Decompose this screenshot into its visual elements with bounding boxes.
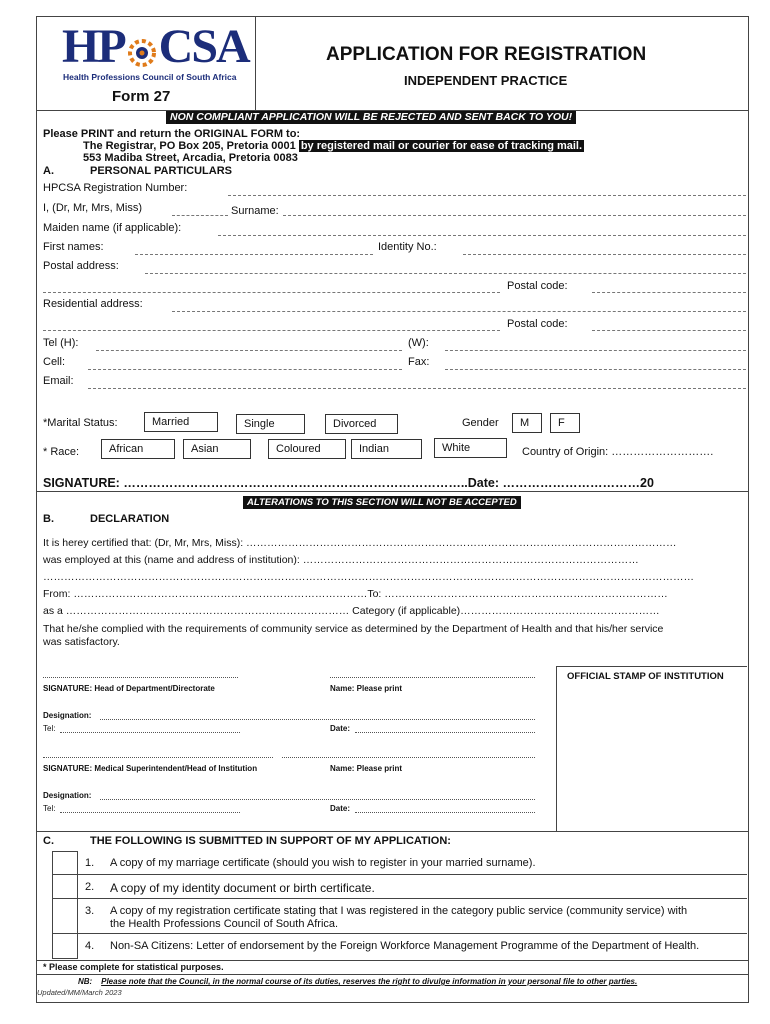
postal-address-field-1[interactable]	[145, 273, 746, 274]
head-name-label: Name: Please print	[330, 684, 403, 693]
first-names-field[interactable]	[135, 254, 373, 255]
statistical-note: * Please complete for statistical purposes.	[43, 962, 224, 972]
title-field[interactable]	[172, 215, 228, 216]
return-line-2	[83, 140, 584, 152]
tel-home-label: Tel (H):	[43, 337, 79, 349]
fax-field[interactable]	[445, 369, 746, 370]
race-option-coloured[interactable]: Coloured	[268, 439, 346, 459]
declaration-line-5: as a ……………………………………………………………………… Category (if applicable)…………………………………………………	[43, 605, 660, 617]
marital-option-single[interactable]: Single	[236, 414, 305, 434]
title-label: I, (Dr, Mr, Mrs, Miss)	[43, 202, 142, 214]
email-field[interactable]	[88, 388, 746, 389]
return-line-1: Please PRINT and return the ORIGINAL FORM to:	[43, 128, 301, 140]
mail-highlight: by registered mail or courier for ease of tracking mail.	[300, 140, 583, 152]
residential-address-field-2[interactable]	[43, 330, 500, 331]
signature-line: SIGNATURE: ………………………………………………………………………..Date: ……………………………20	[43, 476, 654, 490]
superintendent-date-label: Date:	[330, 804, 351, 813]
marital-option-married[interactable]: Married	[144, 412, 218, 432]
maiden-label: Maiden name (if applicable):	[43, 222, 182, 234]
page-title: APPLICATION FOR REGISTRATION	[326, 44, 647, 65]
support-checkbox-3[interactable]	[53, 899, 76, 933]
declaration-line-3: ……………………………………………………………………………………………………………………………………………………………………	[43, 571, 694, 583]
tel-work-field[interactable]	[445, 350, 746, 351]
support-checkbox-2[interactable]	[53, 875, 76, 898]
residential-postal-code-field[interactable]	[592, 330, 746, 331]
gender-option-male[interactable]: M	[512, 413, 542, 433]
fax-label: Fax:	[408, 356, 430, 368]
logo-letters-left: HP	[62, 20, 125, 73]
race-label: * Race:	[43, 446, 80, 458]
race-option-asian[interactable]: Asian	[183, 439, 251, 459]
return-line-3: 553 Madiba Street, Arcadia, Pretoria 0083	[83, 152, 298, 164]
official-stamp-box	[556, 666, 747, 832]
compliance-statement-2: was satisfactory.	[43, 636, 120, 648]
race-option-indian[interactable]: Indian	[351, 439, 422, 459]
race-option-african[interactable]: African	[101, 439, 175, 459]
first-names-label: First names:	[43, 241, 104, 253]
race-option-white[interactable]: White	[434, 438, 507, 458]
section-b-letter: B.	[43, 513, 54, 525]
support-item-4-text: Non-SA Citizens: Letter of endorsement by the Foreign Workforce Management Programme of the Department of Health.	[110, 940, 700, 952]
footer-line	[36, 974, 748, 975]
head-date-field[interactable]	[355, 732, 535, 733]
row-line-1	[77, 874, 747, 875]
gender-label: Gender	[462, 417, 499, 429]
superintendent-designation-label: Designation:	[43, 791, 92, 800]
cell-label: Cell:	[43, 356, 66, 368]
reg-number-field[interactable]	[228, 195, 746, 196]
identity-label: Identity No.:	[378, 241, 437, 253]
row-line-2	[77, 898, 747, 899]
support-checkbox-4[interactable]	[53, 934, 76, 956]
header-divider	[255, 16, 256, 110]
cell-field[interactable]	[88, 369, 402, 370]
superintendent-designation-field[interactable]	[100, 799, 535, 800]
surname-label: Surname:	[231, 205, 279, 217]
maiden-field[interactable]	[218, 235, 746, 236]
section-a-bottom-line	[36, 491, 748, 492]
country-of-origin-label: Country of Origin: ……………………….	[522, 446, 714, 458]
page-subtitle: INDEPENDENT PRACTICE	[404, 73, 568, 88]
head-signature-field[interactable]	[43, 677, 238, 678]
marital-option-divorced[interactable]: Divorced	[325, 414, 398, 434]
declaration-line-4: From: …………………………………………………………………………To: ………………………………………………………………………	[43, 588, 668, 600]
logo-subtitle: Health Professions Council of South Africa	[63, 72, 237, 82]
support-item-4-num: 4.	[85, 940, 95, 952]
superintendent-signature-field[interactable]	[43, 757, 273, 758]
section-b-title: DECLARATION	[90, 513, 170, 525]
identity-field[interactable]	[463, 254, 746, 255]
stamp-label: OFFICIAL STAMP OF INSTITUTION	[567, 671, 724, 682]
compliance-statement: That he/she complied with the requirements of community service as determined by the Department of Health and that his/her service	[43, 623, 664, 635]
gender-option-female[interactable]: F	[550, 413, 580, 433]
reg-number-label: HPCSA Registration Number:	[43, 182, 188, 194]
postal-code-label: Postal code:	[507, 280, 568, 292]
tel-home-field[interactable]	[96, 350, 402, 351]
head-tel-label: Tel:	[43, 724, 56, 733]
support-item-1-text: A copy of my marriage certificate (should you wish to register in your married surname).	[110, 857, 536, 869]
section-a-letter: A.	[43, 165, 54, 177]
residential-postal-code-label: Postal code:	[507, 318, 568, 330]
head-date-label: Date:	[330, 724, 351, 733]
residential-address-label: Residential address:	[43, 298, 143, 310]
superintendent-name-label: Name: Please print	[330, 764, 403, 773]
email-label: Email:	[43, 375, 74, 387]
updated-date: Updated/MM/March 2023	[37, 988, 122, 997]
superintendent-signature-label: SIGNATURE: Medical Superintendent/Head of Institution	[43, 764, 258, 773]
postal-code-field[interactable]	[592, 292, 746, 293]
nb-text: Please note that the Council, in the normal course of its duties, reserves the right to divulge information in your personal file to other parties.	[101, 977, 638, 986]
marital-status-label: *Marital Status:	[43, 417, 118, 429]
support-item-3-num: 3.	[85, 905, 95, 917]
head-designation-field[interactable]	[100, 719, 535, 720]
head-tel-field[interactable]	[60, 732, 240, 733]
superintendent-name-field[interactable]	[282, 757, 535, 758]
declaration-line-1: It is herey certified that: (Dr, Mr, Mrs, Miss): ……………………………………………………………………………………………………………	[43, 537, 677, 549]
postal-address-field-2[interactable]	[43, 292, 500, 293]
noncompliance-warning: NON COMPLIANT APPLICATION WILL BE REJECTED AND SENT BACK TO YOU!	[166, 111, 576, 124]
support-item-2-text: A copy of my identity document or birth certificate.	[110, 881, 375, 895]
tel-work-label: (W):	[408, 337, 429, 349]
section-c-title: THE FOLLOWING IS SUBMITTED IN SUPPORT OF MY APPLICATION:	[90, 835, 451, 847]
head-signature-label: SIGNATURE: Head of Department/Directorate	[43, 684, 215, 693]
residential-address-field-1[interactable]	[172, 311, 746, 312]
form-number: Form 27	[112, 88, 171, 105]
nb-note	[78, 977, 637, 986]
section-c-bottom-line	[36, 960, 748, 961]
section-a-title: PERSONAL PARTICULARS	[90, 165, 232, 177]
support-item-1-num: 1.	[85, 857, 95, 869]
superintendent-date-field[interactable]	[355, 812, 535, 813]
nb-label: NB:	[78, 977, 93, 986]
support-checkbox-1[interactable]	[53, 852, 76, 874]
support-item-2-num: 2.	[85, 881, 95, 893]
superintendent-tel-label: Tel:	[43, 804, 56, 813]
postal-address-label: Postal address:	[43, 260, 119, 272]
row-line-3	[77, 933, 747, 934]
support-item-3-text: A copy of my registration certificate stating that I was registered in the category public service (community service) with	[110, 905, 688, 917]
surname-field[interactable]	[283, 215, 746, 216]
superintendent-tel-field[interactable]	[60, 812, 240, 813]
head-designation-label: Designation:	[43, 711, 92, 720]
section-c-letter: C.	[43, 835, 54, 847]
logo-letters-right: CSA	[158, 20, 249, 73]
logo-star-icon	[125, 30, 159, 64]
registrar-address: The Registrar, PO Box 205, Pretoria 0001	[83, 140, 296, 152]
support-item-3-text-2: the Health Professions Council of South Africa.	[110, 918, 339, 930]
head-name-field[interactable]	[330, 677, 535, 678]
declaration-line-2: was employed at this (name and address of institution): ……………………………………………………………………………………	[43, 554, 639, 566]
alterations-warning: ALTERATIONS TO THIS SECTION WILL NOT BE ACCEPTED	[243, 496, 521, 509]
